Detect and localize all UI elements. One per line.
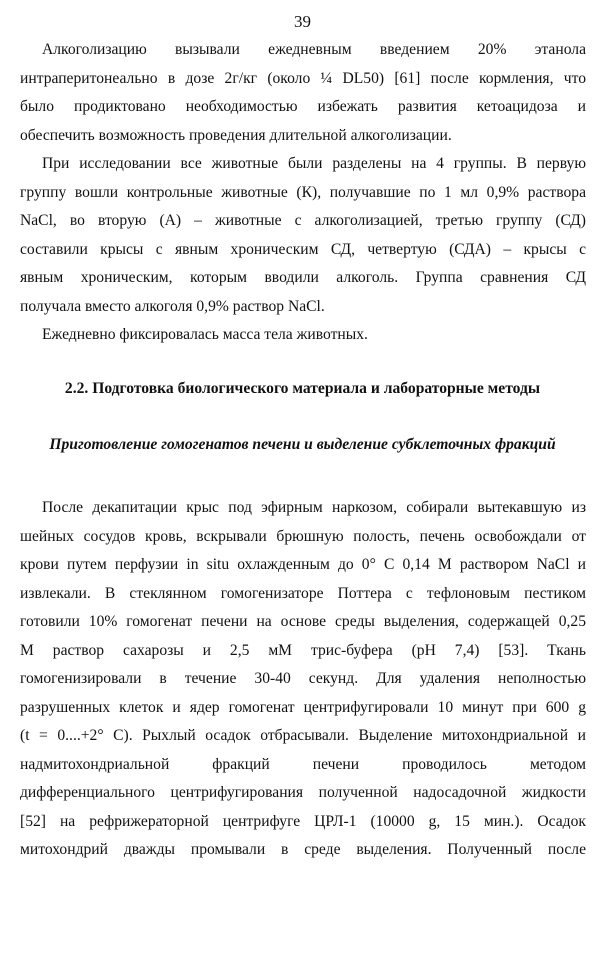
text-line: группу вошли контрольные животные (К), получавшие по 1 мл 0,9% раствора [20, 183, 586, 201]
text-line: При исследовании все животные были разделены на 4 группы. В первую [42, 155, 586, 172]
text-line: шейных сосудов кровь, вскрывали брюшную полость, печень освобождали от [20, 527, 586, 545]
text-line: дифференциального центрифугирования полученной надосадочной жидкости [20, 784, 586, 801]
text-line: было продиктовано необходимостью избежать развития кетоацидоза и [20, 98, 586, 115]
paragraph-groups [20, 150, 586, 321]
text-line: разрушенных клеток и ядер гомогенат центрифугировали 10 минут при 600 g [20, 698, 586, 716]
text-line: интраперитонеально в дозе 2г/кг (около ¼ DL50) [61] после кормления, что [20, 69, 586, 87]
text-line: Алкоголизацию вызывали ежедневным введением 20% этанола [42, 41, 586, 58]
text-line: митохондрий дважды промывали в среде выделения. Полученный после [20, 841, 586, 858]
text-line: надмитохондриальной фракций печени проводилось методом [20, 755, 586, 773]
text-line: Ежедневно фиксировалась масса тела животных. [42, 326, 368, 343]
paragraph-body-mass [20, 321, 586, 350]
text-line: [52] на рефрижераторной центрифуге ЦРЛ-1 (10000 g, 15 мин.). Осадок [20, 812, 586, 830]
text-line: После декапитации крыс под эфирным наркозом, собирали вытекавшую из [42, 499, 586, 516]
text-line: крови путем перфузии in situ охлажденным до 0° С 0,14 М раствором NaCl и [20, 556, 586, 573]
text-line: обеспечить возможность проведения длительной алкоголизации. [20, 126, 452, 144]
text-line: составили крысы с явным хроническим СД, четвертую (СДА) – крысы с [20, 240, 586, 258]
text-line: извлекали. В стеклянном гомогенизаторе Поттера с тефлоновым пестиком [20, 584, 586, 602]
text-line: явным хроническим, которым вводили алкоголь. Группа сравнения СД [20, 269, 586, 286]
text-line: получала вместо алкоголя 0,9% раствор NaCl. [20, 297, 325, 315]
text-line: (t = 0....+2° С). Рыхлый осадок отбрасывали. Выделение митохондриальной и [20, 727, 586, 744]
paragraph-homogenate-prep [20, 494, 586, 865]
page-number: 39 [294, 12, 311, 31]
subsection-heading: Приготовление гомогенатов печени и выделение субклеточных фракций [49, 436, 556, 453]
text-line: гомогенизировали в течение 30-40 секунд. Для удаления неполностью [20, 670, 586, 687]
text-line: готовили 10% гомогенат печени на основе среды выделения, содержащей 0,25 [20, 613, 586, 630]
section-heading: 2.2. Подготовка биологического материала и лабораторные методы [64, 380, 541, 397]
text-line: М раствор сахарозы и 2,5 мМ трис-буфера (рН 7,4) [53]. Ткань [20, 641, 586, 659]
paragraph-alcoholization [20, 36, 586, 150]
text-line: NaCl, во вторую (А) – животные с алкоголизацией, третью группу (СД) [20, 212, 586, 229]
